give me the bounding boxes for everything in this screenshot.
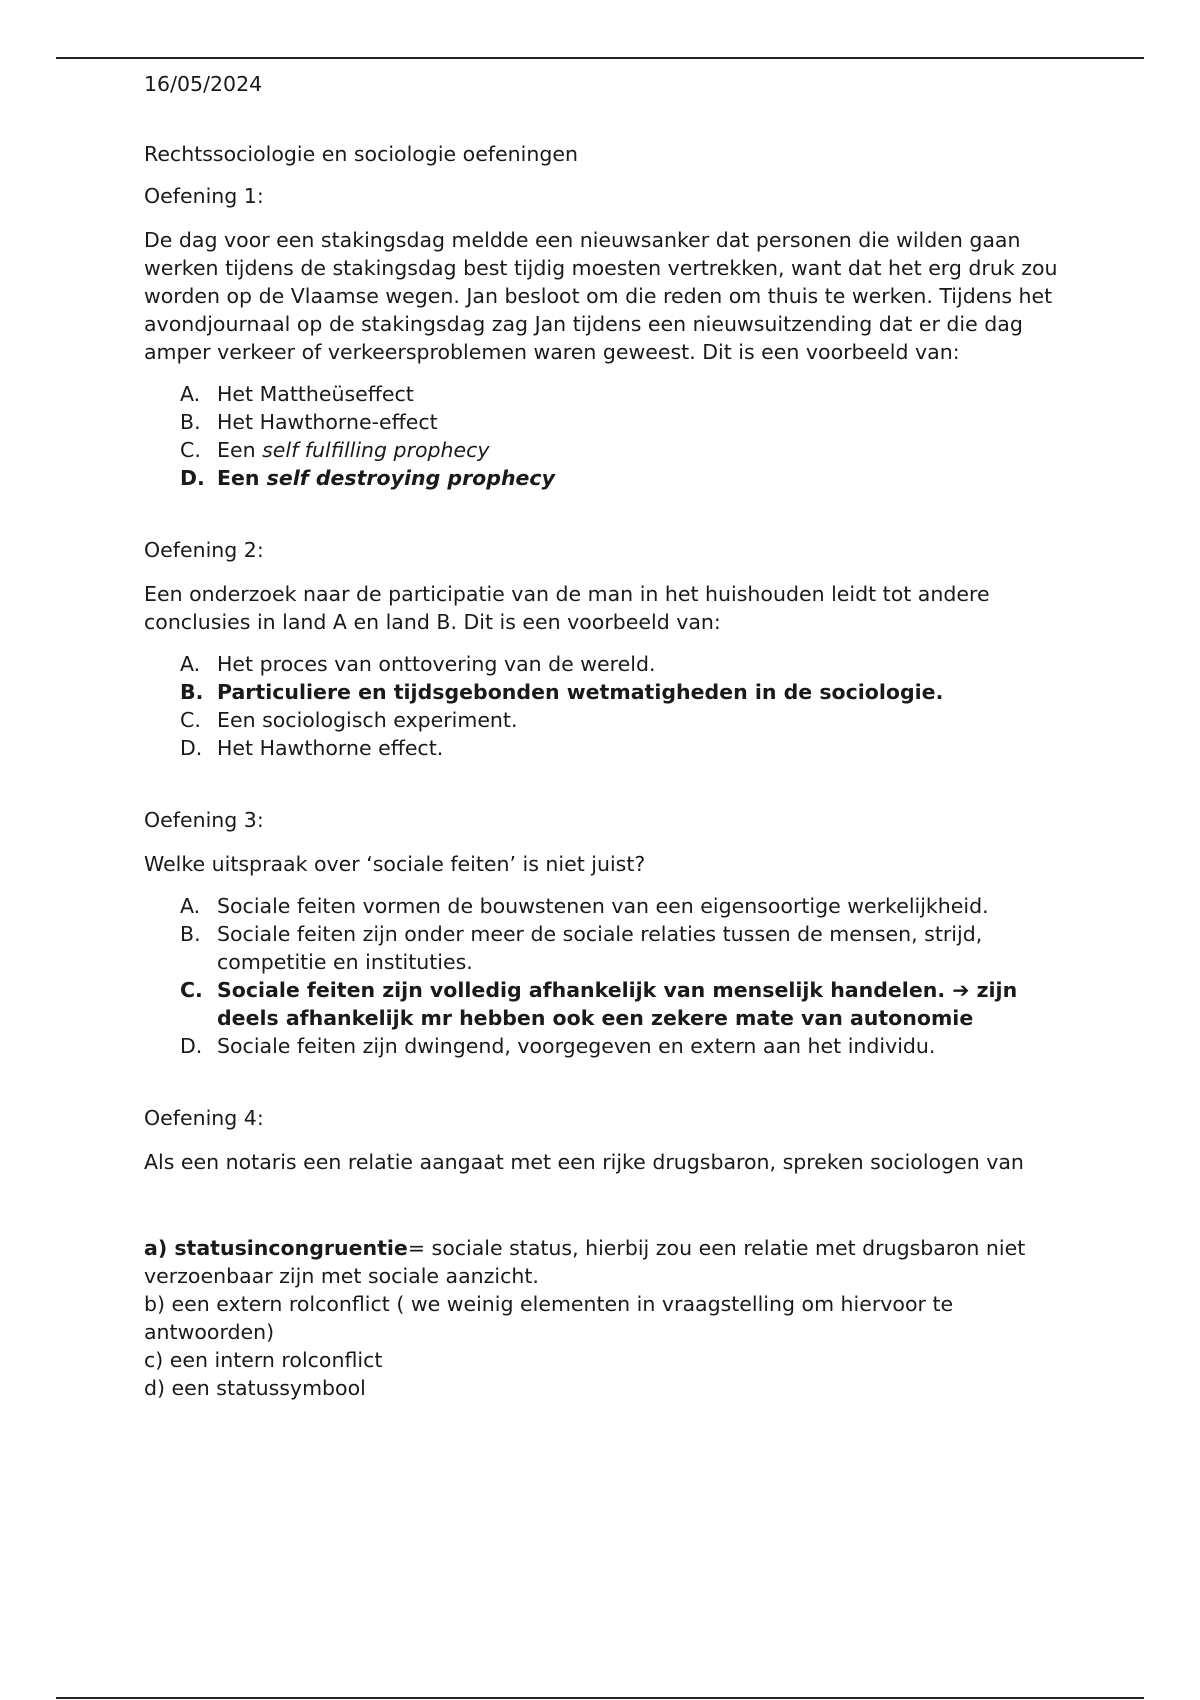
option-text: Sociale feiten vormen de bouwstenen van een eigensoortige werkelijkheid. (217, 894, 989, 918)
option-text: Een sociologisch experiment. (217, 708, 518, 732)
option-note: zijn deels afhankelijk mr hebben ook een zekere mate van autonomie (217, 978, 1018, 1030)
exercise-heading: Oefening 2: (144, 538, 264, 562)
exercise-question: De dag voor een stakingsdag meldde een nieuwsanker dat personen die wilden gaan werken tijdens de stakingsdag best tijdig moesten vertrekken, want dat het erg druk zou worden op de Vlaamse wegen. Jan besloot om die reden om thuis te werken. Tijdens het avondjournaal op de stakingsdag zag Jan tijdens een nieuwsuitzending dat er die dag amper verkeer of verkeersproblemen waren geweest. Dit is een voorbeeld van: (144, 228, 1058, 364)
option-prefix: Een (217, 466, 267, 490)
option-text: Het Hawthorne effect. (217, 736, 444, 760)
answer-b: b) een extern rolconflict ( we weinig elementen in vraagstelling om hiervoor te antwoorden) (144, 1292, 954, 1344)
option-emphasis: self destroying prophecy (266, 466, 555, 490)
answer-d: d) een statussymbool (144, 1376, 366, 1400)
option-a (144, 650, 1064, 678)
footer-rule (56, 1697, 1144, 1699)
option-letter: C. (180, 978, 203, 1002)
option-text: Sociale feiten zijn dwingend, voorgegeven en extern aan het individu. (217, 1034, 936, 1058)
exercise-heading: Oefening 1: (144, 184, 264, 208)
option-list (144, 380, 1064, 492)
option-c-correct (144, 976, 1064, 1032)
header-rule (56, 57, 1144, 59)
option-main-text: Sociale feiten zijn volledig afhankelijk van menselijk handelen. (217, 978, 946, 1002)
exercise-question: Als een notaris een relatie aangaat met een rijke drugsbaron, spreken sociologen van (144, 1150, 1024, 1174)
option-letter: D. (180, 466, 205, 490)
option-letter: D. (180, 736, 203, 760)
option-text: Sociale feiten zijn onder meer de sociale relaties tussen de mensen, strijd, competitie en instituties. (217, 922, 983, 974)
document-date: 16/05/2024 (144, 72, 263, 96)
exercise-question: Een onderzoek naar de participatie van de man in het huishouden leidt tot andere conclusies in land A en land B. Dit is een voorbeeld van: (144, 582, 990, 634)
exercise-heading: Oefening 3: (144, 808, 264, 832)
option-c (144, 436, 1064, 464)
option-prefix: Een (217, 438, 263, 462)
exercise-4 (144, 1104, 1064, 1402)
answer-list (144, 1234, 1064, 1402)
option-letter: A. (180, 652, 201, 676)
answer-a-label: a) statusincongruentie (144, 1236, 408, 1260)
option-d (144, 1032, 1064, 1060)
option-letter: D. (180, 1034, 203, 1058)
option-letter: A. (180, 894, 201, 918)
option-c (144, 706, 1064, 734)
option-b (144, 408, 1064, 436)
option-text: Het Hawthorne-effect (217, 410, 438, 434)
option-text: Het proces van onttovering van de wereld. (217, 652, 656, 676)
option-d-correct (144, 464, 1064, 492)
option-text (217, 436, 1064, 464)
exercise-3 (144, 806, 1064, 1060)
document-page (144, 66, 1064, 1402)
arrow-right-icon: ➔ (952, 978, 970, 1002)
answer-a (144, 1234, 1064, 1290)
option-d (144, 734, 1064, 762)
option-letter: A. (180, 382, 201, 406)
option-letter: B. (180, 922, 201, 946)
option-letter: C. (180, 438, 201, 462)
option-b (144, 920, 1064, 976)
option-text: Particuliere en tijdsgebonden wetmatigheden in de sociologie. (217, 680, 944, 704)
option-letter: C. (180, 708, 201, 732)
option-letter: B. (180, 410, 201, 434)
exercise-question: Welke uitspraak over ‘sociale feiten’ is niet juist? (144, 852, 646, 876)
exercise-2 (144, 536, 1064, 762)
option-a (144, 380, 1064, 408)
option-list (144, 650, 1064, 762)
option-emphasis: self fulfilling prophecy (262, 438, 490, 462)
option-list (144, 892, 1064, 1060)
exercise-heading: Oefening 4: (144, 1106, 264, 1130)
option-b-correct (144, 678, 1064, 706)
option-text: Het Mattheüseffect (217, 382, 414, 406)
option-a (144, 892, 1064, 920)
answer-c: c) een intern rolconflict (144, 1348, 383, 1372)
exercise-1 (144, 182, 1064, 492)
answer-a-text: = sociale status, hierbij zou een relatie met drugsbaron niet verzoenbaar zijn met sociale aanzicht. (144, 1236, 1026, 1288)
option-letter: B. (180, 680, 204, 704)
option-text (217, 464, 1064, 492)
document-title: Rechtssociologie en sociologie oefeningen (144, 142, 578, 166)
option-text (217, 976, 1064, 1032)
